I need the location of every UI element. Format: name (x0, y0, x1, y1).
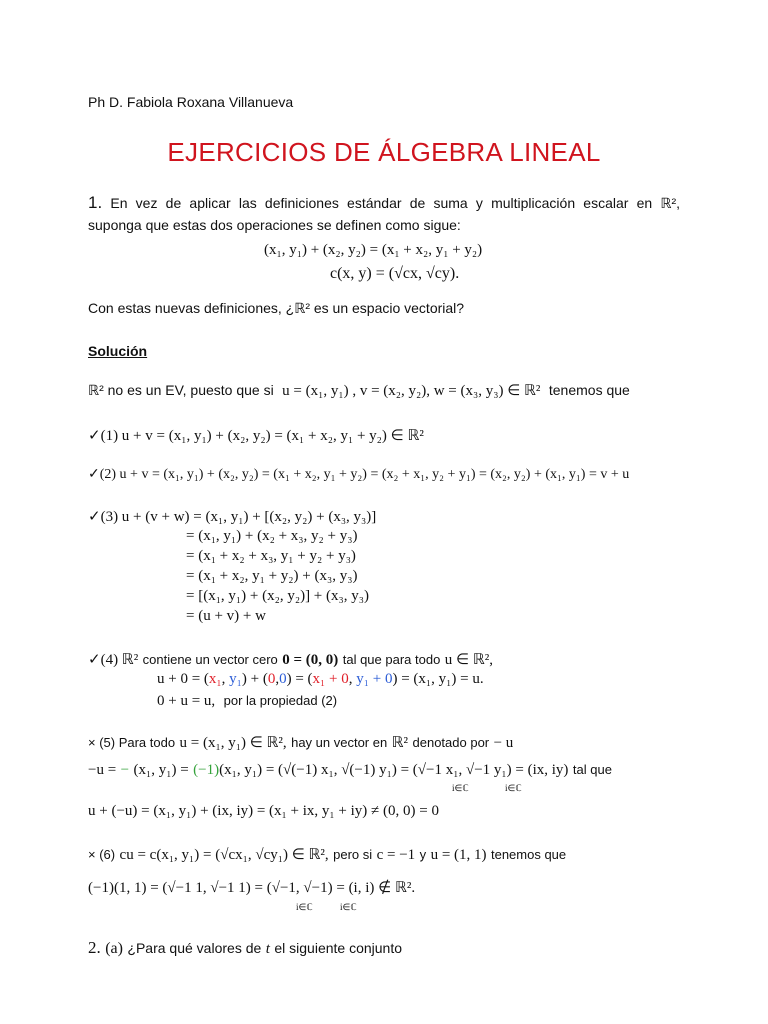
exercise-2-number: 2. (88, 938, 101, 957)
property-3-line-6: = (u + v) + w (186, 608, 266, 624)
exercise-1-number: 1. (88, 193, 103, 212)
property-3-line-1: ✓(3) u + (v + w) = (x₁, y₁) + [(x₂, y₂) + (x₃, y₃)] (88, 509, 377, 525)
property-5-line-1: × (5) Para todo u = (x₁, y₁) ∈ ℝ², hay un vector en ℝ² denotado por − u (88, 735, 514, 751)
definition-sum: (x₁, y₁) + (x₂, y₂) = (x₁ + x₂, y₁ + y₂) (264, 242, 483, 258)
property-6-line-1: × (6) cu = c(x₁, y₁) = (√cx₁, √cy₁) ∈ ℝ², pero si c = −1 y u = (1, 1) tenemos que (88, 847, 567, 863)
brace-label: i∈ℂ (452, 783, 469, 793)
property-4-line-1: ✓(4) ℝ² contiene un vector cero 0 = (0, 0) tal que para todo u ∈ ℝ², (88, 652, 493, 668)
brace-label: i∈ℂ (340, 902, 357, 912)
property-3-line-4: = (x₁ + x₂, y₁ + y₂) + (x₃, y₃) (186, 568, 358, 584)
brace-label: i∈ℂ (296, 902, 313, 912)
property-3-line-3: = (x₁ + x₂ + x₃, y₁ + y₂ + y₃) (186, 548, 356, 564)
property-4-line-3: 0 + u = u, por la propiedad (2) (157, 693, 338, 709)
definition-scalar: c(x, y) = (√cx, √cy). (330, 265, 460, 282)
property-6-line-2: (−1)(1, 1) = (√−1 1, √−1 1) = (√−1, √−1) = (i, i) ∉ ℝ². (88, 880, 416, 896)
property-5-line-3: u + (−u) = (x₁, y₁) + (ix, iy) = (x₁ + ix, y₁ + iy) ≠ (0, 0) = 0 (88, 803, 439, 819)
exercise-1-line-1: En vez de aplicar las definiciones estándar de suma y multiplicación escalar en ℝ², (110, 195, 680, 211)
solution-heading: Solución (88, 343, 148, 359)
brace-label: i∈ℂ (505, 783, 522, 793)
property-2: ✓(2) u + v = (x₁, y₁) + (x₂, y₂) = (x₁ + x₂, y₁ + y₂) = (x₂ + x₁, y₂ + y₁) = (x₂, y₂) + (x₁, y₁) = v + u (88, 467, 630, 482)
exercise-1-line-2: suponga que estas dos operaciones se definen como sigue: (88, 217, 461, 233)
page-title: EJERCICIOS DE ÁLGEBRA LINEAL (167, 137, 601, 167)
property-1: ✓(1) u + v = (x₁, y₁) + (x₂, y₂) = (x₁ + x₂, y₁ + y₂) ∈ ℝ² (88, 428, 424, 444)
exercise-1-question: Con estas nuevas definiciones, ¿ℝ² es un espacio vectorial? (88, 300, 465, 316)
property-3-line-5: = [(x₁, y₁) + (x₂, y₂)] + (x₃, y₃) (186, 588, 369, 604)
property-5-line-2: −u = − (x₁, y₁) = (−1)(x₁, y₁) = (√(−1) x₁, √(−1) y₁) = (√−1 x₁, √−1 y₁) = (ix, iy) tal que (88, 762, 612, 778)
solution-intro: ℝ² no es un EV, puesto que si u = (x₁, y₁) , v = (x₂, y₂), w = (x₃, y₃) ∈ ℝ² tenemos que (88, 382, 630, 399)
exercise-1-statement (88, 193, 680, 233)
property-4-line-2: u + 0 = (x₁, y₁) + (0,0) = (x₁ + 0, y₁ + 0) = (x₁, y₁) = u. (157, 671, 484, 687)
exercise-2-statement: 2. (a) ¿Para qué valores de t el siguiente conjunto (88, 938, 403, 957)
author-name: Ph D. Fabiola Roxana Villanueva (88, 94, 294, 110)
property-3-line-2: = (x₁, y₁) + (x₂ + x₃, y₂ + y₃) (186, 528, 358, 544)
